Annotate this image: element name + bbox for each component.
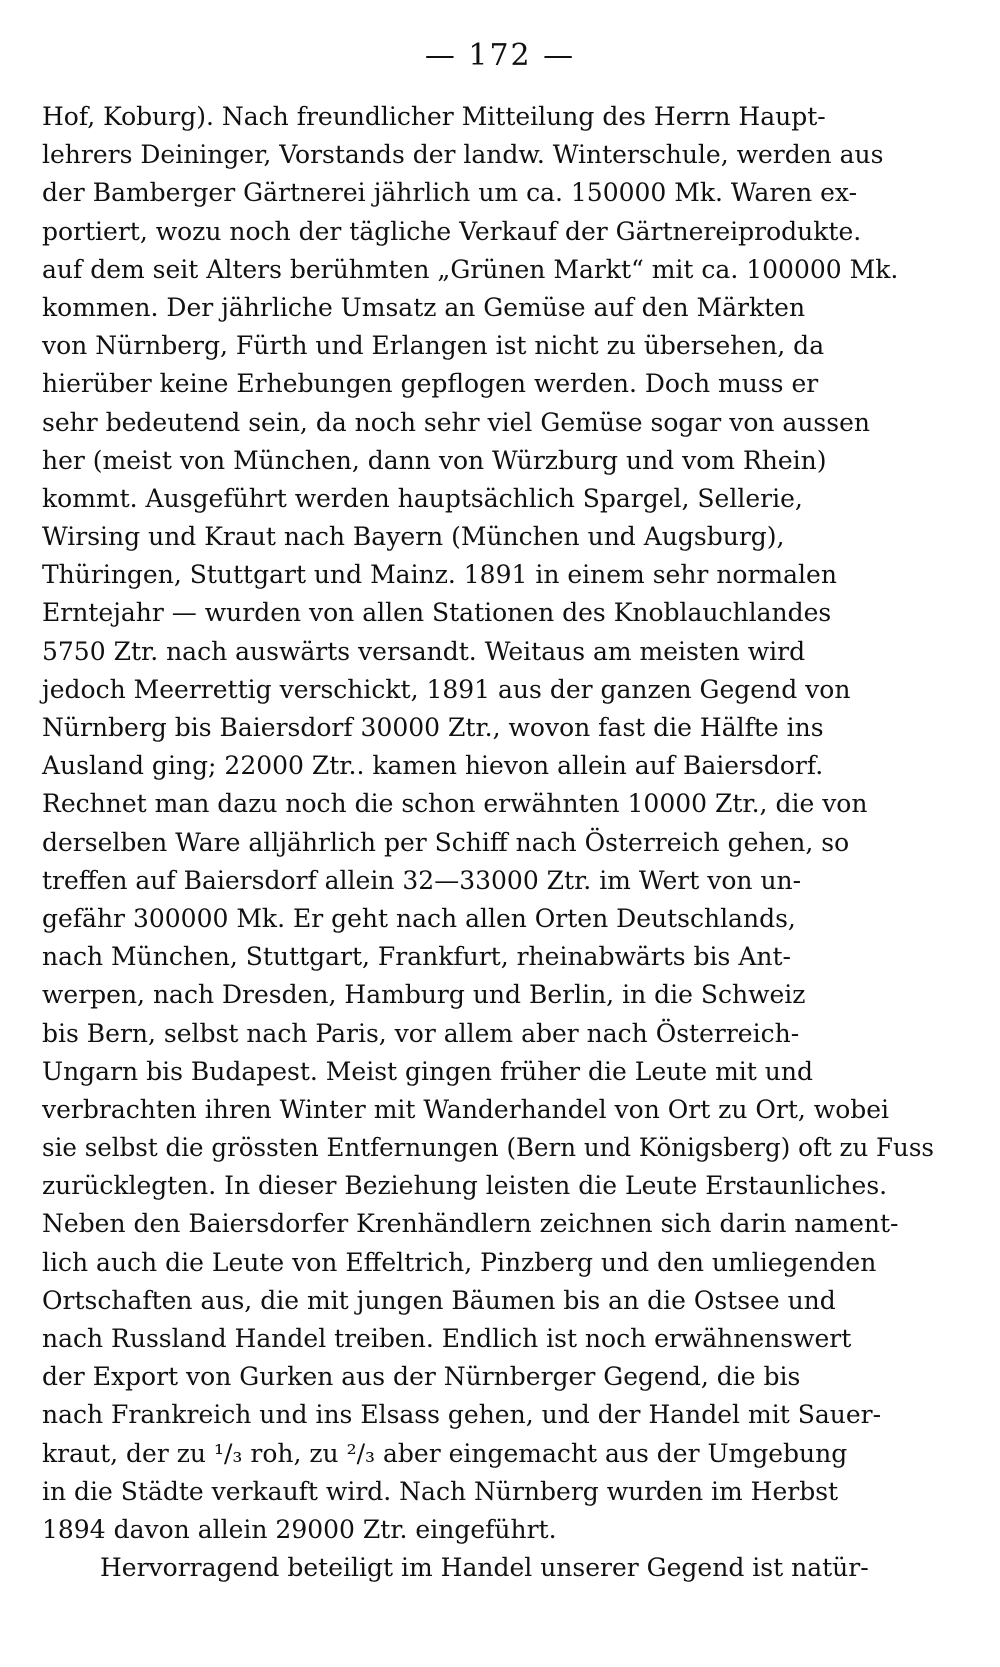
text-line: 5750 Ztr. nach auswärts versandt. Weitaus am meisten wird [42,636,806,666]
text-line: sehr bedeutend sein, da noch sehr viel Gemüse sogar von aussen [42,407,870,437]
body-text [42,98,934,1587]
text-line: Hervorragend beteiligt im Handel unserer Gegend ist natür- [100,1553,869,1583]
text-line: bis Bern, selbst nach Paris, vor allem aber nach Österreich- [42,1018,800,1048]
text-line: lehrers Deininger, Vorstands der landw. Winterschule, werden aus [42,140,884,170]
text-line: sie selbst die grössten Entfernungen (Bern und Königsberg) oft zu Fuss [42,1133,934,1163]
text-line: werpen, nach Dresden, Hamburg und Berlin, in die Schweiz [42,980,806,1010]
text-line: der Bamberger Gärtnerei jährlich um ca. 150000 Mk. Waren ex- [42,178,858,208]
text-line: Ungarn bis Budapest. Meist gingen früher die Leute mit und [42,1056,813,1086]
text-line: her (meist von München, dann von Würzburg und vom Rhein) [42,445,827,475]
text-line: 1894 davon allein 29000 Ztr. eingeführt. [42,1514,557,1544]
text-line: verbrachten ihren Winter mit Wanderhandel von Ort zu Ort, wobei [42,1094,890,1124]
text-line: Rechnet man dazu noch die schon erwähnten 10000 Ztr., die von [42,789,868,819]
text-line: gefähr 300000 Mk. Er geht nach allen Orten Deutschlands, [42,903,796,933]
text-line: auf dem seit Alters berühmten „Grünen Markt“ mit ca. 100000 Mk. [42,254,899,284]
text-line: lich auch die Leute von Effeltrich, Pinzberg und den umliegenden [42,1247,877,1277]
text-line: Erntejahr — wurden von allen Stationen des Knoblauchlandes [42,598,832,628]
text-line: derselben Ware alljährlich per Schiff nach Österreich gehen, so [42,827,850,857]
text-line: nach München, Stuttgart, Frankfurt, rheinabwärts bis Ant- [42,942,791,972]
text-line: Thüringen, Stuttgart und Mainz. 1891 in einem sehr normalen [42,560,837,590]
text-line: kommen. Der jährliche Umsatz an Gemüse auf den Märkten [42,292,806,322]
text-line: nach Frankreich und ins Elsass gehen, und der Handel mit Sauer- [42,1400,882,1430]
text-line: in die Städte verkauft wird. Nach Nürnberg wurden im Herbst [42,1476,839,1506]
text-line: nach Russland Handel treiben. Endlich ist noch erwähnenswert [42,1324,852,1353]
text-line: von Nürnberg, Fürth und Erlangen ist nicht zu übersehen, da [42,331,825,361]
text-line: treffen auf Baiersdorf allein 32—33000 Ztr. im Wert von un- [42,865,802,895]
text-line: der Export von Gurken aus der Nürnberger Gegend, die bis [42,1362,801,1392]
text-line: hierüber keine Erhebungen gepflogen werden. Doch muss er [42,369,819,399]
text-line: kraut, der zu ¹/₃ roh, zu ²/₃ aber eingemacht aus der Umgebung [42,1438,848,1468]
text-line: kommt. Ausgeführt werden hauptsächlich Spargel, Sellerie, [42,483,803,513]
text-line: Ortschaften aus, die mit jungen Bäumen bis an die Ostsee und [42,1285,836,1315]
text-line: Ausland ging; 22000 Ztr.. kamen hievon allein auf Baiersdorf. [42,751,824,781]
text-line: jedoch Meerrettig verschickt, 1891 aus der ganzen Gegend von [42,674,851,704]
text-line: portiert, wozu noch der tägliche Verkauf der Gärtnereiprodukte. [42,216,862,246]
text-line: Neben den Baiersdorfer Krenhändlern zeichnen sich darin nament- [42,1209,899,1239]
text-line: zurücklegten. In dieser Beziehung leisten die Leute Erstaunliches. [42,1171,888,1201]
text-line: Hof, Koburg). Nach freundlicher Mitteilung des Herrn Haupt- [42,102,826,131]
text-line: Wirsing und Kraut nach Bayern (München und Augsburg), [42,522,785,552]
page-number: — 172 — [424,38,576,73]
text-line: Nürnberg bis Baiersdorf 30000 Ztr., wovon fast die Hälfte ins [42,713,824,742]
